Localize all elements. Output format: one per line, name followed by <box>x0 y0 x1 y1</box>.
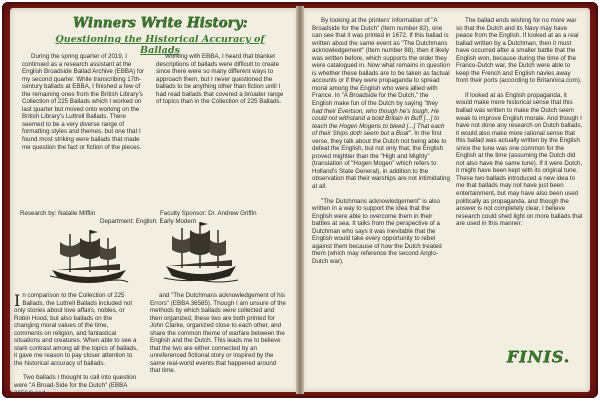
body-right-paragraph-3: The ballad ends wishing for no more war so that the Dutch and its Navy may have peace from the English. If looked at as a real ballad written by a Dutchman, then it must have occurred after a smaller battle that the English won, because during the time of the Franco-Dutch war, the Dutch were able to keep the French and English navies away from their ports (according to Britannica.com). <box>456 17 582 85</box>
body-left-paragraph-3: and "The Dutchmans acknowledgement of his Errors" (EBBA 36585). Though I am unsure of the methods by which ballads were collected and then organized, these two are both printed for John Clarke, organized close to each other, and share the common theme of warfare between the English and the Dutch. This leads me to believe that the two are either connected by an unreferenced fictional story or inspired by the same real-world events that happened around that time. <box>150 292 286 375</box>
intro-paragraph-1: During the spring quarter of 2019, I continued as a research assistant at the English Broadside Ballad Archive (EBBA) for my second quarter. While transcribing 17th-century ballads at EBBA, I finished a few of the remaining ones from the British Library's Collection of 225 Ballads which I worked on last quarter but moved onto working on the British Library's Luttrell Ballads. There seemed to be a very diverse range of formatting styles and themes, but one that I found most striking were ballads that made me question the fact or fiction of the pieces. <box>22 53 145 151</box>
ship-woodcut-left <box>46 226 130 292</box>
body-left-paragraph-2: Two ballads I thought to call into question were "A Broad-Side for the Dutch" (EBBA 36564) and <box>14 374 137 397</box>
researcher-credit: Research by: Natalie Mifflin <box>20 210 96 217</box>
body-right-column-1 <box>312 17 450 273</box>
intro-paragraph-2: Working with EBBA, I heard that blanket descriptions of ballads were difficult to create since there were so many different ways to approach them, but I never questioned the ballads to be anything other than fiction until I had read ballads that covered a broader range of topics than in the Collection of 225 Ballads. <box>156 53 284 106</box>
body-right-paragraph-2: "The Dutchmans acknowledgement" is also written in a way to support the idea that the English were able to overcome them in their battles at sea. It talks from the perspective of a Dutchman who says it was inevitable that the English would take every opportunity to rebel against them because of how the Dutch treated them (which may reference the second Anglo-Dutch war). <box>312 197 442 265</box>
body-right-paragraph-4: If looked at as English propaganda, it would make more historical sense that this ballad was written to make the Dutch seem weak to improve English morale. And though I have not done any research on Dutch ballads, it would also make more rational sense that this ballad was actually written by the English since the tune was one common for the English at the time (assuming the Dutch did not also have the same tune). If it were Dutch, it might have been kept with its original tune. These two ballads introduced a new idea to me that ballads may not have just been entertainment, but may have also been used politically as propaganda, and though the answer is not completely clear, I believe research could shed light on more ballads that are used in this manner. <box>456 91 583 228</box>
credits <box>20 210 290 225</box>
drop-cap: I <box>14 291 21 310</box>
body-right-paragraph-1a: By looking at the printers' information of "A Broadside for the Dutch" (Item number 82), one can see that it was printed in 1672. If this ballad is written about the same event as "The Dutchmans acknowledgement" (Item number 88), then it likely was written before, which supports the order they were catalogued in. Now what remains in question is whether these ballads are to be taken as factual accounts or if they were propaganda to spread moral among the English who were allied with France. In "A Broadside for the Dutch," the English make fun of the Dutch by saying <box>312 17 450 108</box>
body-right-column-2 <box>456 17 584 235</box>
sponsor-credit: Faculty Sponsor: Dr. Andrew Griffin <box>160 210 257 217</box>
body-left-paragraph-1 <box>14 292 138 367</box>
body-left-paragraph-1-text: n comparison to the Collection of 225 Ballads, the Luttrell Ballads included not only stories about love affairs, nobles, or Robin Hood, but also ballads on the changing moral values of the time, comments on religion, and fantastical situations and creatures. When able to see a stark contrast among all the topics of ballads, it gave me reason to pay closer attention to the historical accuracy of ballads. <box>14 292 138 367</box>
ship-woodcut-right <box>160 218 240 290</box>
intro-column-1 <box>22 53 147 158</box>
body-right-paragraph-1 <box>312 17 450 191</box>
body-right-paragraph-1b: . In the first verse, they talk about the Dutch not being able to defeat the English, but not only that, the English proved mightier than the "High and Mighty" (translation of "Hogen Mogen" which refers to Holland's State General), in addition to the observation that their warships are not intimidating at all. <box>312 130 450 191</box>
ballad-quote: "they had their Evertson, who though he's tough, He could not withstand a bold Britain in Buff [...] to teach the Hogen Mogens to bleed [...] That each of their Ships doth seem but a Boat" <box>312 100 445 138</box>
body-left-column-1 <box>14 292 138 404</box>
department-credit: Department: English: Early Modern <box>100 217 197 225</box>
intro-column-2 <box>156 53 288 113</box>
finis-label: FINIS. <box>506 347 570 366</box>
book-spine <box>296 6 304 394</box>
body-left-column-2 <box>150 292 286 382</box>
page-title: Winners Write History: <box>72 15 248 31</box>
page-subtitle: Questioning the Historical Accuracy of Ballads <box>55 34 265 56</box>
